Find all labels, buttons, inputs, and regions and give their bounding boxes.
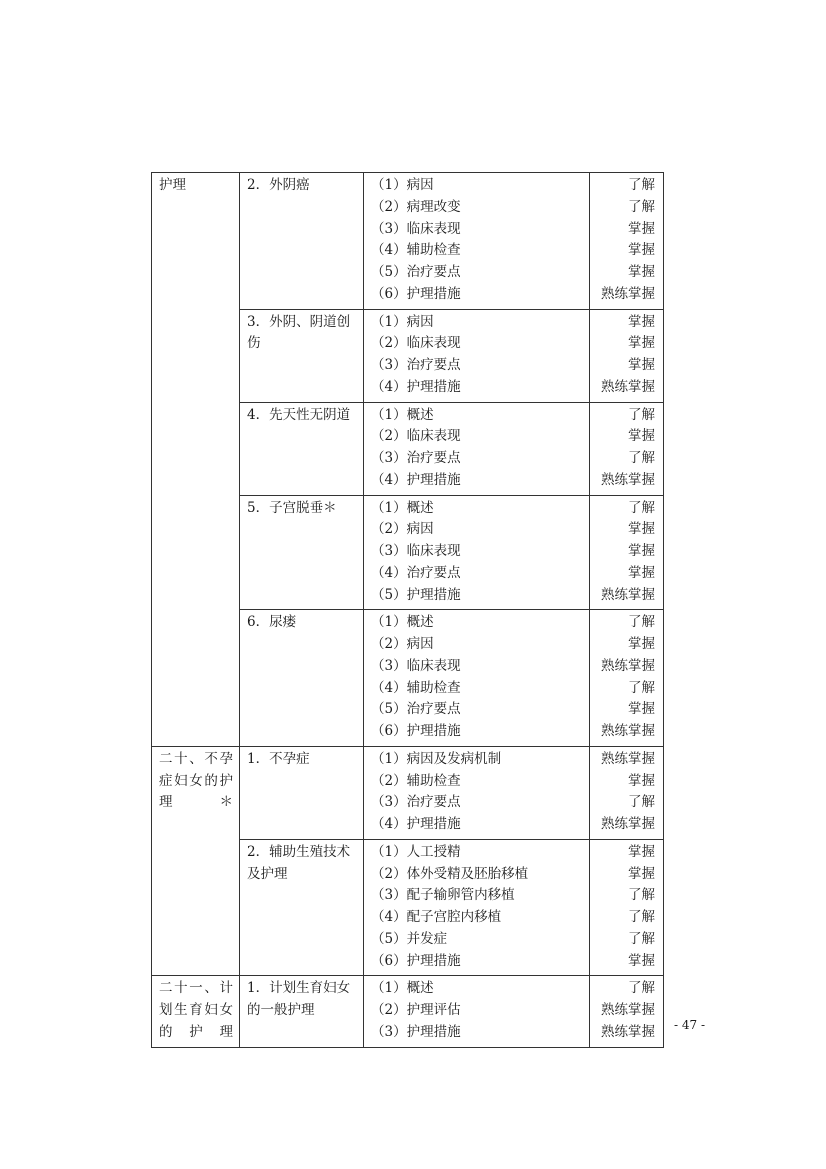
- requirement-level: 掌握: [628, 242, 655, 259]
- topic-title: 4．先天性无阴道: [247, 406, 351, 423]
- subtopics-cell: [364, 839, 590, 976]
- levels-cell: [590, 173, 664, 310]
- subtopic-item: （2）病理改变: [371, 198, 461, 215]
- subtopics-cell: [364, 746, 590, 839]
- subtopic-item: （5）治疗要点: [371, 701, 461, 718]
- requirement-level: 掌握: [628, 952, 655, 969]
- requirement-level: 了解: [628, 177, 655, 193]
- requirement-level: 了解: [628, 980, 655, 997]
- table-row: [152, 746, 664, 839]
- subtopic-item: （1）概述: [371, 499, 434, 516]
- requirement-level: 熟练掌握: [601, 1002, 655, 1018]
- chapter-title: 护理: [159, 177, 186, 193]
- subtopics-cell: [364, 309, 590, 402]
- subtopic-item: （3）治疗要点: [371, 357, 461, 373]
- requirement-level: 掌握: [628, 521, 655, 538]
- topic-cell: [240, 610, 364, 747]
- levels-cell: [590, 402, 664, 495]
- topic-title: 1．不孕症: [247, 750, 310, 767]
- requirement-level: 了解: [628, 406, 655, 423]
- requirement-level: 了解: [628, 794, 655, 811]
- subtopic-item: （3）临床表现: [371, 657, 461, 674]
- requirement-level: 熟练掌握: [601, 471, 655, 488]
- requirement-level: 掌握: [628, 313, 655, 330]
- subtopic-item: （1）病因: [371, 313, 434, 330]
- subtopic-item: （2）病因: [371, 521, 434, 538]
- subtopic-item: （4）护理措施: [371, 471, 461, 488]
- requirement-level: 了解: [628, 614, 655, 631]
- requirement-level: 掌握: [628, 843, 655, 860]
- subtopic-item: （5）治疗要点: [371, 264, 461, 280]
- requirement-level: 掌握: [628, 865, 655, 882]
- levels-cell: [590, 976, 664, 1047]
- subtopic-item: （5）并发症: [371, 930, 448, 947]
- topic-cell: [240, 495, 364, 610]
- requirement-level: 掌握: [628, 772, 655, 789]
- requirement-level: 掌握: [628, 543, 655, 559]
- requirement-level: 了解: [628, 887, 655, 904]
- page-number: - 47 -: [673, 1018, 705, 1032]
- subtopic-item: （6）护理措施: [371, 952, 461, 969]
- requirement-level: 熟练掌握: [601, 586, 655, 603]
- topic-cell: [240, 402, 364, 495]
- subtopic-item: （4）护理措施: [371, 378, 461, 395]
- chapter-cell: [152, 173, 240, 747]
- table-row: [152, 976, 664, 1047]
- subtopic-item: （3）配子输卵管内移植: [371, 887, 515, 904]
- topic-title: 3．外阴、阴道创伤: [247, 313, 351, 352]
- subtopic-item: （6）护理措施: [371, 285, 461, 302]
- requirement-level: 了解: [628, 909, 655, 925]
- subtopic-item: （1）概述: [371, 980, 434, 997]
- subtopics-cell: [364, 495, 590, 610]
- requirement-level: 了解: [628, 499, 655, 516]
- subtopic-item: （3）治疗要点: [371, 794, 461, 811]
- requirement-level: 了解: [628, 450, 655, 466]
- levels-cell: [590, 309, 664, 402]
- chapter-cell: [152, 746, 240, 976]
- requirement-level: 熟练掌握: [601, 1023, 655, 1040]
- requirement-level: 熟练掌握: [601, 285, 655, 302]
- chapter-cell: [152, 976, 240, 1047]
- topic-title: 5．子宫脱垂＊: [247, 499, 337, 516]
- requirement-level: 了解: [628, 198, 655, 215]
- topic-cell: [240, 976, 364, 1047]
- requirement-level: 掌握: [628, 264, 655, 280]
- subtopic-item: （2）辅助检查: [371, 772, 461, 789]
- requirement-level: 熟练掌握: [601, 378, 655, 395]
- subtopics-cell: [364, 173, 590, 310]
- requirement-level: 了解: [628, 930, 655, 947]
- subtopic-item: （3）临床表现: [371, 220, 461, 237]
- requirement-level: 了解: [628, 679, 655, 696]
- requirement-level: 掌握: [628, 701, 655, 718]
- subtopic-item: （2）病因: [371, 636, 434, 652]
- subtopic-item: （3）护理措施: [371, 1023, 461, 1040]
- requirement-level: 熟练掌握: [601, 816, 655, 832]
- requirement-level: 熟练掌握: [601, 657, 655, 674]
- requirement-level: 掌握: [628, 220, 655, 237]
- subtopic-item: （1）病因: [371, 177, 434, 193]
- levels-cell: [590, 610, 664, 747]
- topic-title: 2．外阴癌: [247, 177, 310, 193]
- subtopic-item: （1）概述: [371, 614, 434, 631]
- chapter-title: 二十一、计划生育妇女的护理: [159, 980, 233, 1040]
- subtopic-item: （3）临床表现: [371, 543, 461, 559]
- subtopic-item: （4）辅助检查: [371, 679, 461, 696]
- table-row: [152, 173, 664, 310]
- requirement-level: 熟练掌握: [601, 750, 655, 767]
- topic-cell: [240, 839, 364, 976]
- subtopic-item: （2）临床表现: [371, 335, 461, 352]
- topic-cell: [240, 309, 364, 402]
- topic-cell: [240, 173, 364, 310]
- topic-cell: [240, 746, 364, 839]
- subtopic-item: （2）体外受精及胚胎移植: [371, 865, 529, 882]
- subtopic-item: （4）辅助检查: [371, 242, 461, 259]
- levels-cell: [590, 746, 664, 839]
- chapter-title: 二十、不孕症妇女的护理＊: [159, 750, 233, 811]
- requirement-level: 熟练掌握: [601, 723, 655, 739]
- subtopic-item: （2）护理评估: [371, 1002, 461, 1018]
- topic-title: 2．辅助生殖技术及护理: [247, 843, 351, 882]
- subtopic-item: （2）临床表现: [371, 428, 461, 445]
- subtopic-item: （6）护理措施: [371, 723, 461, 739]
- requirement-level: 掌握: [628, 357, 655, 373]
- topic-title: 6．尿瘘: [247, 614, 297, 631]
- subtopic-item: （3）治疗要点: [371, 450, 461, 466]
- subtopics-cell: [364, 610, 590, 747]
- subtopic-item: （4）治疗要点: [371, 564, 461, 581]
- subtopics-cell: [364, 976, 590, 1047]
- requirement-level: 掌握: [628, 428, 655, 445]
- subtopics-cell: [364, 402, 590, 495]
- subtopic-item: （4）护理措施: [371, 816, 461, 832]
- subtopic-item: （1）人工授精: [371, 843, 461, 860]
- topic-title: 1．计划生育妇女的一般护理: [247, 980, 351, 1018]
- syllabus-table: [151, 172, 664, 1048]
- requirement-level: 掌握: [628, 636, 655, 652]
- subtopic-item: （4）配子宫腔内移植: [371, 909, 502, 925]
- subtopic-item: （5）护理措施: [371, 586, 461, 603]
- levels-cell: [590, 839, 664, 976]
- subtopic-item: （1）病因及发病机制: [371, 750, 502, 767]
- requirement-level: 掌握: [628, 564, 655, 581]
- requirement-level: 掌握: [628, 335, 655, 352]
- levels-cell: [590, 495, 664, 610]
- subtopic-item: （1）概述: [371, 406, 434, 423]
